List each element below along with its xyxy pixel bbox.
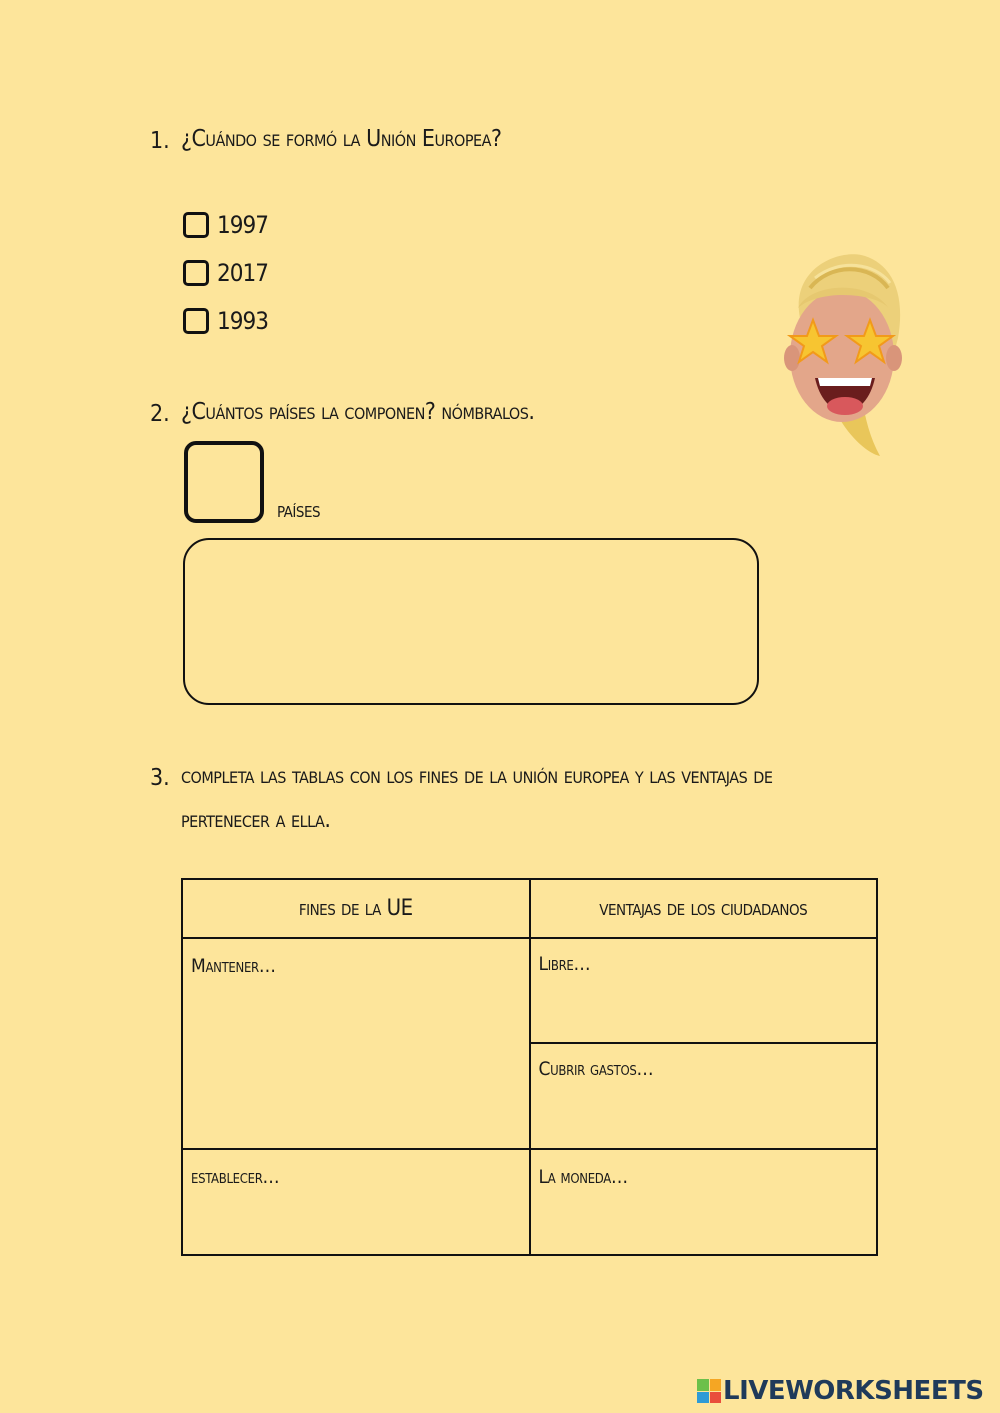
country-count-input[interactable] — [184, 441, 264, 523]
cell-mantener[interactable] — [182, 938, 530, 1149]
table-header-ventajas: ventajas de los ciudadanos — [530, 879, 878, 938]
option-label: 2017 — [217, 259, 268, 287]
cell-libre[interactable] — [530, 938, 878, 1043]
question-1-number: 1. — [150, 128, 170, 154]
option-label: 1997 — [217, 211, 268, 239]
liveworksheets-logo-icon — [697, 1379, 721, 1403]
cell-text: La moneda… — [538, 1166, 628, 1188]
option-2017[interactable] — [183, 259, 268, 287]
option-checkbox[interactable] — [183, 212, 209, 238]
cell-text: Cubrir gastos… — [538, 1058, 654, 1080]
cell-text: establecer… — [191, 1166, 280, 1188]
option-checkbox[interactable] — [183, 308, 209, 334]
cell-cubrir-gastos[interactable] — [530, 1043, 878, 1149]
liveworksheets-logo — [697, 1376, 984, 1406]
country-names-textarea[interactable] — [183, 538, 759, 705]
ue-table — [181, 878, 878, 1256]
table-header-fines: fines de la UE — [182, 879, 530, 938]
question-2-text: ¿Cuántos países la componen? nómbralos. — [181, 399, 535, 425]
question-2-number: 2. — [150, 401, 170, 427]
cell-text: Mantener… — [191, 955, 276, 977]
cell-la-moneda[interactable] — [530, 1149, 878, 1255]
cell-text: Libre… — [538, 953, 591, 975]
option-1997[interactable] — [183, 211, 268, 239]
logo-text: LIVEWORKSHEETS — [723, 1376, 984, 1406]
count-label: países — [277, 498, 321, 523]
option-checkbox[interactable] — [183, 260, 209, 286]
cell-establecer[interactable] — [182, 1149, 530, 1255]
option-1993[interactable] — [183, 307, 268, 335]
option-label: 1993 — [217, 307, 268, 335]
question-3-text-line1: completa las tablas con los fines de la unión europea y las ventajas de — [181, 763, 773, 789]
question-3-text-line2: pertenecer a ella. — [181, 807, 331, 833]
question-1-text: ¿Cuándo se formó la Unión Europea? — [181, 126, 502, 152]
question-3-number: 3. — [150, 765, 170, 791]
memoji-star-eyes-icon — [770, 248, 915, 458]
